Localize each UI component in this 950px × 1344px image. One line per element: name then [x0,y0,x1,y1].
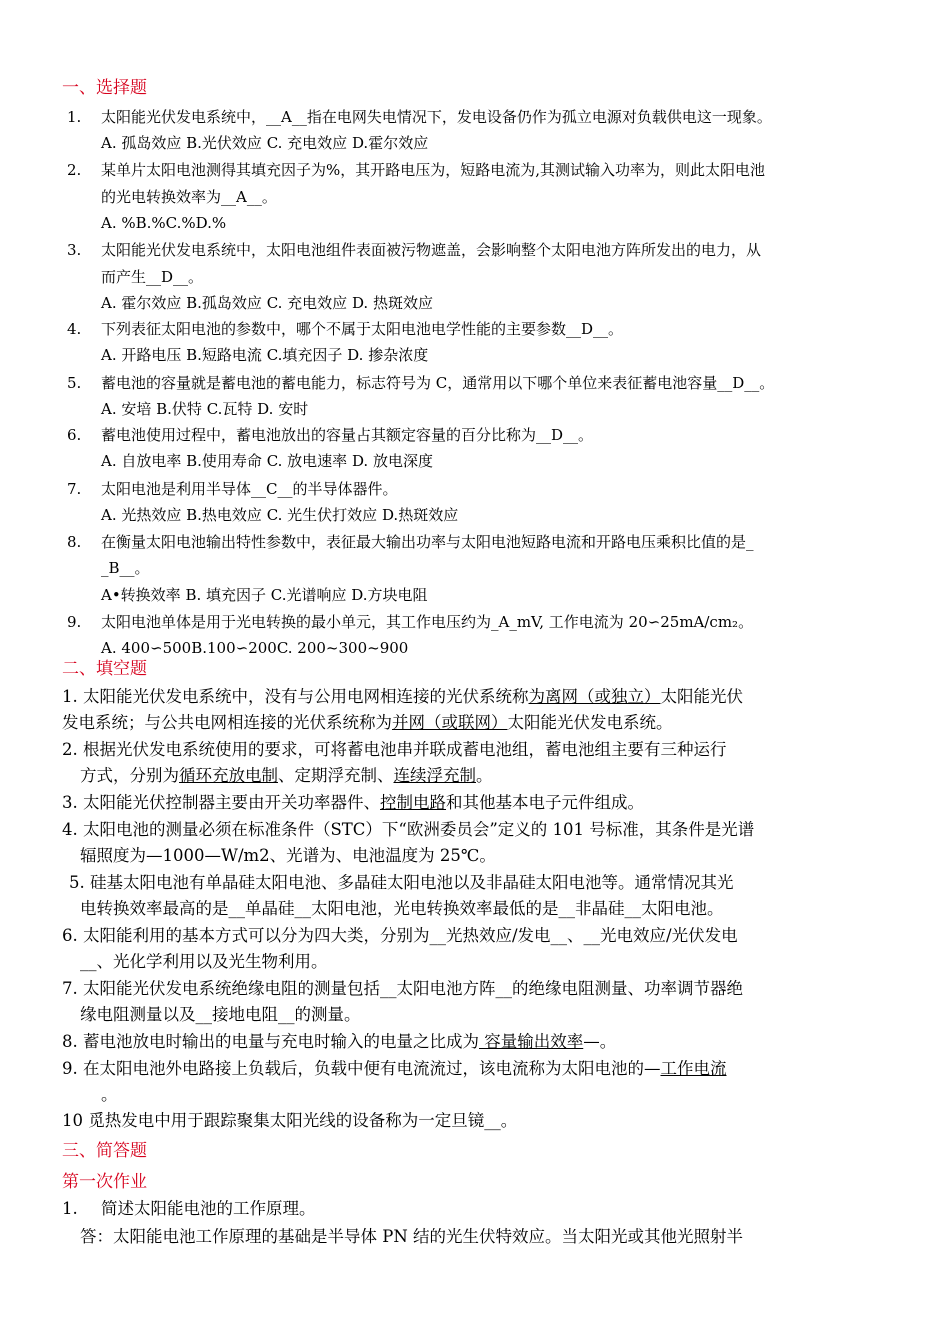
text-segment: 太阳能光伏发电系统。 [507,713,673,732]
question-text-line: _B__。 [101,559,150,577]
question-number: 7. [67,480,82,498]
fill-question-line [62,689,743,706]
fill-question-line [62,1113,517,1130]
fill-question-line [69,875,734,892]
question-number: 1. [67,108,82,126]
text-segment: 电转换效率最高的是__单晶硅__太阳电池，光电转换效率最低的是__非晶硅__太阳电池。 [80,899,724,918]
filled-answer: 连续浮充制 [393,766,476,785]
question-text-line: 太阳电池是利用半导体__C__的半导体器件。 [101,480,398,498]
question-number: 4. [67,320,82,338]
answer-options: A. 自放电率 B.使用寿命 C. 放电速率 D. 放电深度 [101,452,433,470]
fill-question-line [62,715,673,732]
text-segment: 太阳能光伏 [660,687,743,706]
text-segment: 辐照度为—1000—W/m2、光谱为、电池温度为 25℃。 [80,846,496,865]
fill-question-line [62,822,754,839]
question-text-line: 在衡量太阳电池输出特性参数中，表征最大输出功率与太阳电池短路电流和开路电压乘积比值的是_ [101,533,754,551]
question-text-line: 的光电转换效率为__A__。 [101,188,277,206]
text-segment: 和其他基本电子元件组成。 [446,793,644,812]
answer-options: A. 孤岛效应 B.光伏效应 C. 充电效应 D.霍尔效应 [101,134,429,152]
text-segment: 9. 在太阳电池外电路接上负载后，负载中便有电流流过，该电流称为太阳电池的— [62,1059,661,1078]
question-text-line: 某单片太阳电池测得其填充因子为%，其开路电压为，短路电流为,其测试输入功率为，则此太阳电池 [101,161,766,179]
text-segment: —。 [583,1032,617,1051]
fill-question-line [62,981,743,998]
question-number: 9. [67,613,82,631]
filled-answer: 为离网（或独立） [528,687,661,706]
fill-question-line [80,1007,361,1024]
short-question-number: 1. [62,1199,78,1218]
question-text-line: 而产生__D__。 [101,268,204,286]
question-text-line: 太阳能光伏发电系统中，太阳电池组件表面被污物遮盖，会影响整个太阳电池方阵所发出的电力，从 [101,241,762,259]
answer-options: A. 400∽500B.100∽200C. 200~300~900 [101,639,409,657]
question-text-line: 蓄电池的容量就是蓄电池的蓄电能力，标志符号为 C，通常用以下哪个单位来表征蓄电池容量__D__。 [101,374,775,392]
fill-question-line [62,1061,727,1078]
homework-subheading: 第一次作业 [62,1172,147,1192]
answer-options: A. 开路电压 B.短路电流 C.填充因子 D. 掺杂浓度 [101,346,429,364]
question-number: 3. [67,241,82,259]
question-text-line: 蓄电池使用过程中，蓄电池放出的容量占其额定容量的百分比称为__D__。 [101,426,594,444]
section-heading-fill: 二、填空题 [62,659,147,679]
text-segment: 2. 根据光伏发电系统使用的要求，可将蓄电池串并联成蓄电池组，蓄电池组主要有三种运行 [62,740,727,759]
filled-answer: 工作电流 [660,1059,727,1078]
short-question-text: 简述太阳能电池的工作原理。 [101,1199,316,1218]
section-heading-short-answer: 三、简答题 [62,1141,147,1161]
text-segment: 。 [476,766,493,785]
answer-options: A. 安培 B.伏特 C.瓦特 D. 安时 [101,400,309,418]
text-segment: 、定期浮充制、 [278,766,394,785]
fill-question-line [80,901,724,918]
section-heading-choice: 一、选择题 [62,78,147,98]
text-segment: 7. 太阳能光伏发电系统绝缘电阻的测量包括__太阳电池方阵__的绝缘电阻测量、功率调节器绝 [62,979,743,998]
fill-question-line [101,1087,118,1104]
text-segment: 5. 硅基太阳电池有单晶硅太阳电池、多晶硅太阳电池以及非晶硅太阳电池等。通常情况其光 [69,873,734,892]
filled-answer: 并网（或联网） [392,713,508,732]
fill-question-line [62,742,727,759]
text-segment: 8. 蓄电池放电时输出的电量与充电时输入的电量之比成为 [62,1032,479,1051]
question-text-line: 太阳电池单体是用于光电转换的最小单元，其工作电压约为_A_mV, 工作电流为 20∽25mA/cm₂。 [101,613,754,631]
answer-options: A. 霍尔效应 B.孤岛效应 C. 充电效应 D. 热斑效应 [101,294,433,312]
text-segment: 4. 太阳电池的测量必须在标准条件（STC）下“欧洲委员会”定义的 101 号标准，其条件是光谱 [62,820,755,839]
fill-question-line [80,848,496,865]
question-number: 2. [67,161,82,179]
text-segment: 10 觅热发电中用于跟踪聚集太阳光线的设备称为一定旦镜__。 [62,1111,518,1130]
question-number: 6. [67,426,82,444]
fill-question-line [62,1034,616,1051]
answer-options: A. %B.%C.%D.% [101,214,227,232]
fill-question-line [80,768,493,785]
question-text-line: 下列表征太阳电池的参数中，哪个不属于太阳电池电学性能的主要参数__D__。 [101,320,624,338]
short-answer-text: 答：太阳能电池工作原理的基础是半导体 PN 结的光生伏特效应。当太阳光或其他光照射半 [80,1227,744,1246]
filled-answer: 控制电路 [380,793,446,812]
question-number: 5. [67,374,82,392]
answer-options: A. 光热效应 B.热电效应 C. 光生伏打效应 D.热斑效应 [101,506,459,524]
text-segment: 。 [101,1085,118,1104]
text-segment: 方式，分别为 [80,766,179,785]
fill-question-line [80,954,328,971]
fill-question-line [62,795,644,812]
text-segment: 发电系统；与公共电网相连接的光伏系统称为 [62,713,392,732]
text-segment: __、光化学利用以及光生物利用。 [80,952,328,971]
text-segment: 1. 太阳能光伏发电系统中，没有与公用电网相连接的光伏系统称 [62,687,529,706]
text-segment: 3. 太阳能光伏控制器主要由开关功率器件、 [62,793,380,812]
filled-answer: 容量输出效率 [479,1032,584,1051]
text-segment: 缘电阻测量以及__接地电阻__的测量。 [80,1005,361,1024]
question-text-line: 太阳能光伏发电系统中，__A__指在电网失电情况下，发电设备仍作为孤立电源对负载供电这一现象。 [101,108,772,126]
filled-answer: 循环充放电制 [179,766,278,785]
answer-options: A•转换效率 B. 填充因子 C.光谱响应 D.方块电阻 [101,586,428,604]
question-number: 8. [67,533,82,551]
text-segment: 6. 太阳能利用的基本方式可以分为四大类，分别为__光热效应/发电__、__光电效应/光伏发电 [62,926,738,945]
fill-question-line [62,928,738,945]
